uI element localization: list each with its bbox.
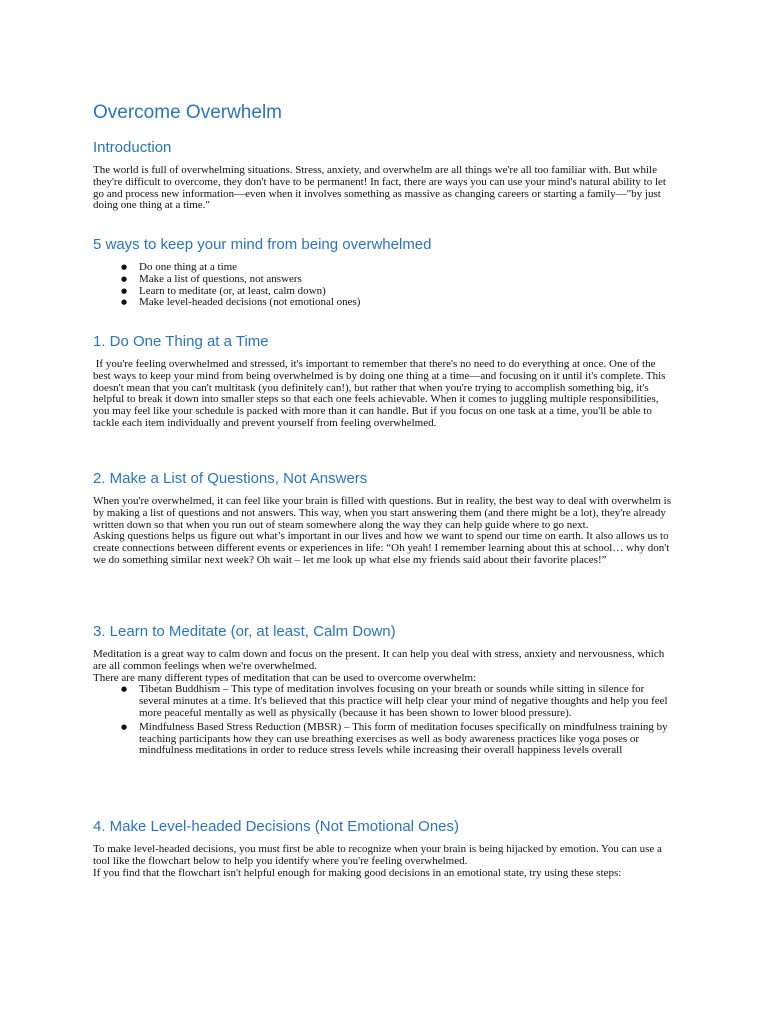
list-item: ● Make a list of questions, not answers — [93, 274, 673, 286]
section2-heading: 2. Make a List of Questions, Not Answers — [93, 470, 368, 487]
section1-paragraph: If you're feeling overwhelmed and stressed, it's important to remember that there's no need to do everything at once. One of the best ways to keep your mind from being overwhelmed is by doing one thing at a time—and focusing on it until it's complete. This doesn't mean that you can't multitask (you definitely can!), but rather that when you're trying to accomplish something big, it's helpful to break it down into smaller steps so that each one feels achievable. When it comes to juggling multiple responsibilities, you may feel like your schedule is packed with more than it can handle. But if you focus on one task at a time, you'll be able to tackle each item individually and prevent yourself from feeling overwhelmed. — [93, 358, 669, 429]
meditation-types-list — [93, 684, 673, 757]
document-title: Overcome Overwhelm — [93, 102, 282, 123]
section4-heading: 4. Make Level-headed Decisions (Not Emotional Ones) — [93, 818, 460, 835]
intro-paragraph: The world is full of overwhelming situations. Stress, anxiety, and overwhelm are all things we're all too familiar with. But while they're difficult to overcome, they don't have to be permanent! In fact, there are ways you can use your mind's natural ability to let go and process new information—even when it involves something as massive as changing careers or starting a family—"by just doing one thing at a time." — [93, 164, 666, 212]
list-item: ● Mindfulness Based Stress Reduction (MBSR) – This form of meditation focuses specifically on mindfulness training by teaching participants how they can use breathing exercises as well as body awareness practices like yoga poses or mindfulness meditations in order to reduce stress levels while increasing their overall happiness levels overall — [93, 722, 673, 757]
section3-body — [93, 649, 673, 759]
section4-body — [93, 844, 673, 879]
section4-paragraph-1: To make level-headed decisions, you must first be able to recognize when your brain is being hijacked by emotion. You can use a tool like the flowchart below to help you identify where you're feeling overwhelmed. — [93, 843, 662, 867]
section2-paragraph-1: When you're overwhelmed, it can feel like your brain is filled with questions. But in reality, the best way to deal with overwhelm is by making a list of questions and not answers. This way, when you start answering them (and there might be a lot), they're already written down so that when you run out of steam somewhere along the way they can help guide where to go next. — [93, 495, 672, 531]
intro-section — [93, 165, 673, 212]
section4-paragraph-2: If you find that the flowchart isn't helpful enough for making good decisions in an emotional state, try using these steps: — [93, 866, 622, 879]
list-item: ● Learn to meditate (or, at least, calm down) — [93, 286, 673, 298]
section3-paragraph-1: Meditation is a great way to calm down and focus on the present. It can help you deal with stress, anxiety and nervousness, which are all common feelings when we're overwhelmed. — [93, 648, 665, 672]
section1-body — [93, 359, 673, 430]
section2-paragraph-2: Asking questions helps us figure out what’s important in our lives and how we want to spend our time on earth. It also allows us to create connections between different events or experiences in life: “Oh yeah! I remember learning about this at school… why don't we do something similar next week? Oh wait – let me look up what else my friends said about their favorite places!” — [93, 530, 670, 566]
section3-paragraph-2: There are many different types of meditation that can be used to overcome overwhelm: — [93, 671, 477, 684]
list-item: ● Tibetan Buddhism – This type of meditation involves focusing on your breath or sounds while sitting in silence for several minutes at a time. It's believed that this practice will help clear your mind of negative thoughts and help you feel more peaceful mentally as well as physically (because it has been shown to lower blood pressure). — [93, 684, 673, 719]
list-item: ● Make level-headed decisions (not emotional ones) — [93, 297, 673, 309]
section3-heading: 3. Learn to Meditate (or, at least, Calm Down) — [93, 623, 396, 640]
intro-heading: Introduction — [93, 139, 172, 156]
list-item: ● Do one thing at a time — [93, 262, 673, 274]
section2-body — [93, 496, 673, 567]
section1-heading: 1. Do One Thing at a Time — [93, 333, 269, 350]
ways-heading: 5 ways to keep your mind from being overwhelmed — [93, 236, 432, 253]
ways-list — [93, 262, 673, 309]
ways-list-section — [93, 262, 673, 309]
